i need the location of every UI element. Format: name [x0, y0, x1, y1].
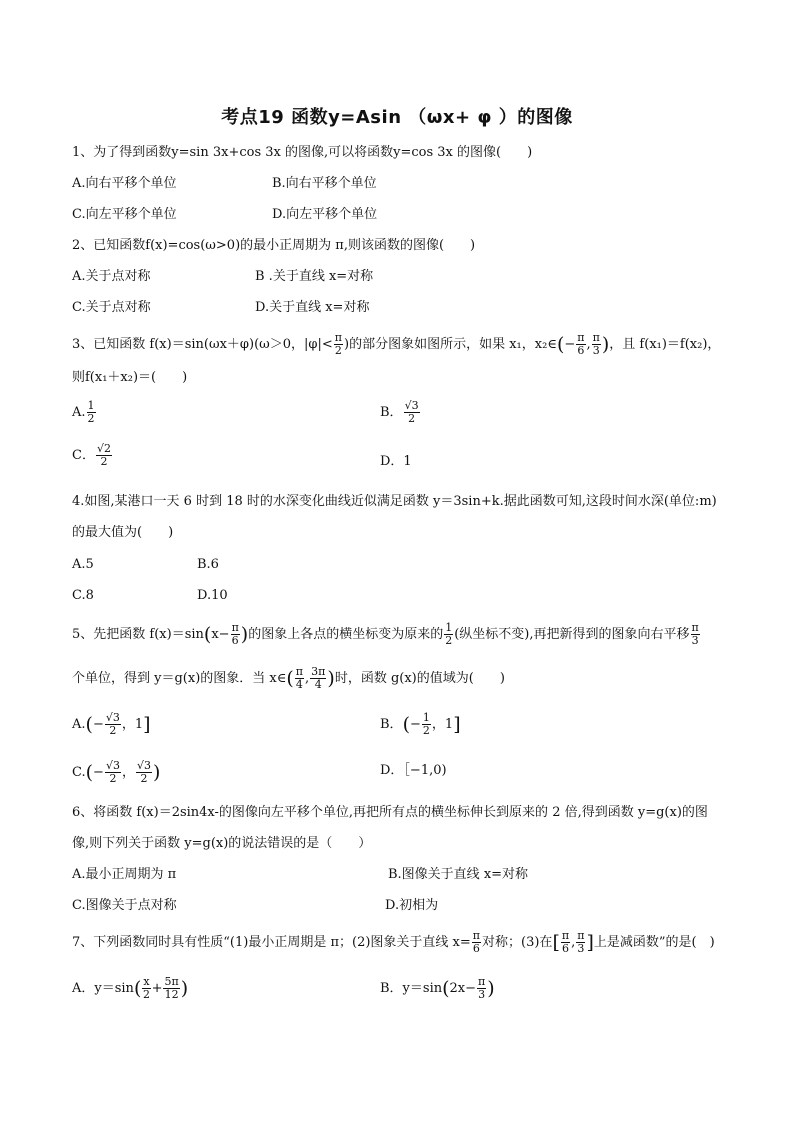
q7-option-b: B．y＝sin(2x− $\frac{\pi}{3}$ )	[380, 975, 495, 1001]
q6-option-b: B.图像关于直线 x=对称	[388, 867, 529, 882]
q7-option-a-const-fraction: $\frac{5\pi}{12}$	[164, 975, 179, 1001]
q7-axis-fraction: $\frac{\pi}{6}$	[472, 929, 481, 955]
q3-stem-part3: ，且 f(x₁)＝f(x₂)，	[609, 337, 721, 352]
q5-scale-fraction: $\frac{1}{2}$	[445, 621, 453, 647]
q3-option-b-fraction: $\frac{√3}{2}$	[404, 399, 419, 425]
q5-stem: 5、先把函数 f(x)＝sin(x− $\frac{\pi}{6}$ )的图象上各点的横坐标变为原来的 $\frac{1}{2}$ (纵坐标不变),再把新得到的图象向右平移 $\frac{\pi}{3}$	[72, 621, 699, 647]
q5-domain-left: $\frac{\pi}{4}$	[295, 665, 304, 691]
q1-option-b: B.向右平移个单位	[272, 176, 377, 191]
q2-option-a: A.关于点对称	[72, 269, 151, 284]
q7-option-b-const-fraction: $\frac{\pi}{3}$	[478, 975, 486, 1001]
q3-interval-close: )	[601, 333, 610, 356]
q4-option-d: D.10	[197, 588, 228, 603]
q6-option-d: D.初相为	[385, 898, 439, 913]
q3-option-c: C． $\frac{√2}{2}$	[72, 442, 111, 468]
q5-option-c: C.(− $\frac{√3}{2}$ ， $\frac{√3}{2}$ )	[72, 759, 161, 785]
q5-option-c-left: $\frac{√3}{2}$	[105, 759, 120, 785]
q4-option-b: B.6	[197, 557, 219, 572]
q6-stem-line2: 像,则下列关于函数 y=g(x)的说法错误的是（ ）	[72, 836, 372, 851]
q3-option-d: D．1	[380, 454, 412, 469]
q6-option-a: A.最小正周期为 π	[72, 867, 177, 882]
q6-stem: 6、将函数 f(x)＝2sin4x-的图像向左平移个单位,再把所有点的横坐标伸长到原来的 2 倍,得到函数 y=g(x)的图	[72, 805, 708, 820]
q2-option-c: C.关于点对称	[72, 300, 151, 315]
q7-stem: 7、下列函数同时具有性质“(1)最小正周期是 π；(2)图象关于直线 x= $\frac{\pi}{6}$ 对称；(3)在[ $\frac{\pi}{6}$ , $\frac{\pi}{3}$ ]上是减函数”的是( )	[72, 929, 715, 955]
q4-option-a: A.5	[72, 557, 94, 572]
q7-option-a: A．y＝sin( $\frac{x}{2}$ + $\frac{5\pi}{12}$ )	[72, 975, 189, 1001]
q3-interval-open: (	[556, 333, 565, 356]
q3-option-b: B． $\frac{√3}{2}$	[380, 399, 419, 425]
q5-domain-right: $\frac{3\pi}{4}$	[311, 665, 326, 691]
q3-phi-bound-fraction: $\frac{\pi}{2}$	[334, 331, 343, 357]
q5-inner-fraction: $\frac{\pi}{6}$	[231, 621, 239, 647]
q3-stem-part1: 3、已知函数 f(x)＝sin(ωx＋φ)(ω＞0，|φ|<	[72, 337, 333, 352]
q3-option-a-fraction: $\frac{1}{2}$	[87, 399, 95, 425]
q3-stem: 3、已知函数 f(x)＝sin(ωx＋φ)(ω＞0，|φ|< $\frac{\pi}{2}$ )的部分图象如图所示，如果 x₁，x₂∈(− $\frac{\pi}{6}$ , $\frac{\pi}{3}$ )，且 f(x₁)＝f(x₂)，	[72, 331, 721, 357]
q7-interval-left: $\frac{\pi}{6}$	[561, 929, 570, 955]
q4-option-c: C.8	[72, 588, 94, 603]
q2-option-d: D.关于直线 x=对称	[255, 300, 370, 315]
q7-interval-right: $\frac{\pi}{3}$	[577, 929, 585, 955]
q3-interval-left: $\frac{\pi}{6}$	[577, 331, 585, 357]
q3-option-c-fraction: $\frac{√2}{2}$	[96, 442, 111, 468]
q5-stem-line2: 个单位，得到 y＝g(x)的图象．当 x∈( $\frac{\pi}{4}$ , $\frac{3\pi}{4}$ )时，函数 g(x)的值域为( )	[72, 665, 505, 691]
q5-option-d: D．［−1,0)	[380, 763, 447, 778]
q1-option-a: A.向右平移个单位	[72, 176, 177, 191]
q3-stem-part2: )的部分图象如图所示，如果 x₁，x₂∈	[344, 337, 557, 352]
q1-option-d: D.向左平移个单位	[272, 207, 378, 222]
q5-option-b: B．(− $\frac{1}{2}$ ，1]	[380, 711, 461, 737]
page-title: 考点19 函数y=Asin （ωx+ φ ）的图像	[221, 107, 573, 128]
q6-option-c: C.图像关于点对称	[72, 898, 177, 913]
q5-option-a-left: $\frac{√3}{2}$	[105, 711, 120, 737]
q1-option-c: C.向左平移个单位	[72, 207, 177, 222]
q5-shift-fraction: $\frac{\pi}{3}$	[691, 621, 699, 647]
q4-stem: 4.如图,某港口一天 6 时到 18 时的水深变化曲线近似满足函数 y＝3sin+k.据此函数可知,这段时间水深(单位:m)	[72, 494, 717, 509]
q2-option-b: B .关于直线 x=对称	[255, 269, 374, 284]
q3-stem-line2: 则f(x₁＋x₂)＝( )	[72, 370, 188, 385]
q2-stem: 2、已知函数f(x)=cos(ω>0)的最小正周期为 π,则该函数的图像( )	[72, 238, 476, 253]
q3-interval-right: $\frac{\pi}{3}$	[592, 331, 600, 357]
q5-option-a: A.(− $\frac{√3}{2}$ ，1]	[72, 711, 151, 737]
q1-stem: 1、为了得到函数y=sin 3x+cos 3x 的图像,可以将函数y=cos 3x 的图像( )	[72, 145, 533, 160]
q3-option-a: A. $\frac{1}{2}$	[72, 399, 95, 425]
q5-option-b-left: $\frac{1}{2}$	[422, 711, 430, 737]
q4-stem-line2: 的最大值为( )	[72, 525, 174, 540]
q7-option-a-x-fraction: $\frac{x}{2}$	[142, 975, 150, 1001]
q5-option-c-right: $\frac{√3}{2}$	[136, 759, 151, 785]
